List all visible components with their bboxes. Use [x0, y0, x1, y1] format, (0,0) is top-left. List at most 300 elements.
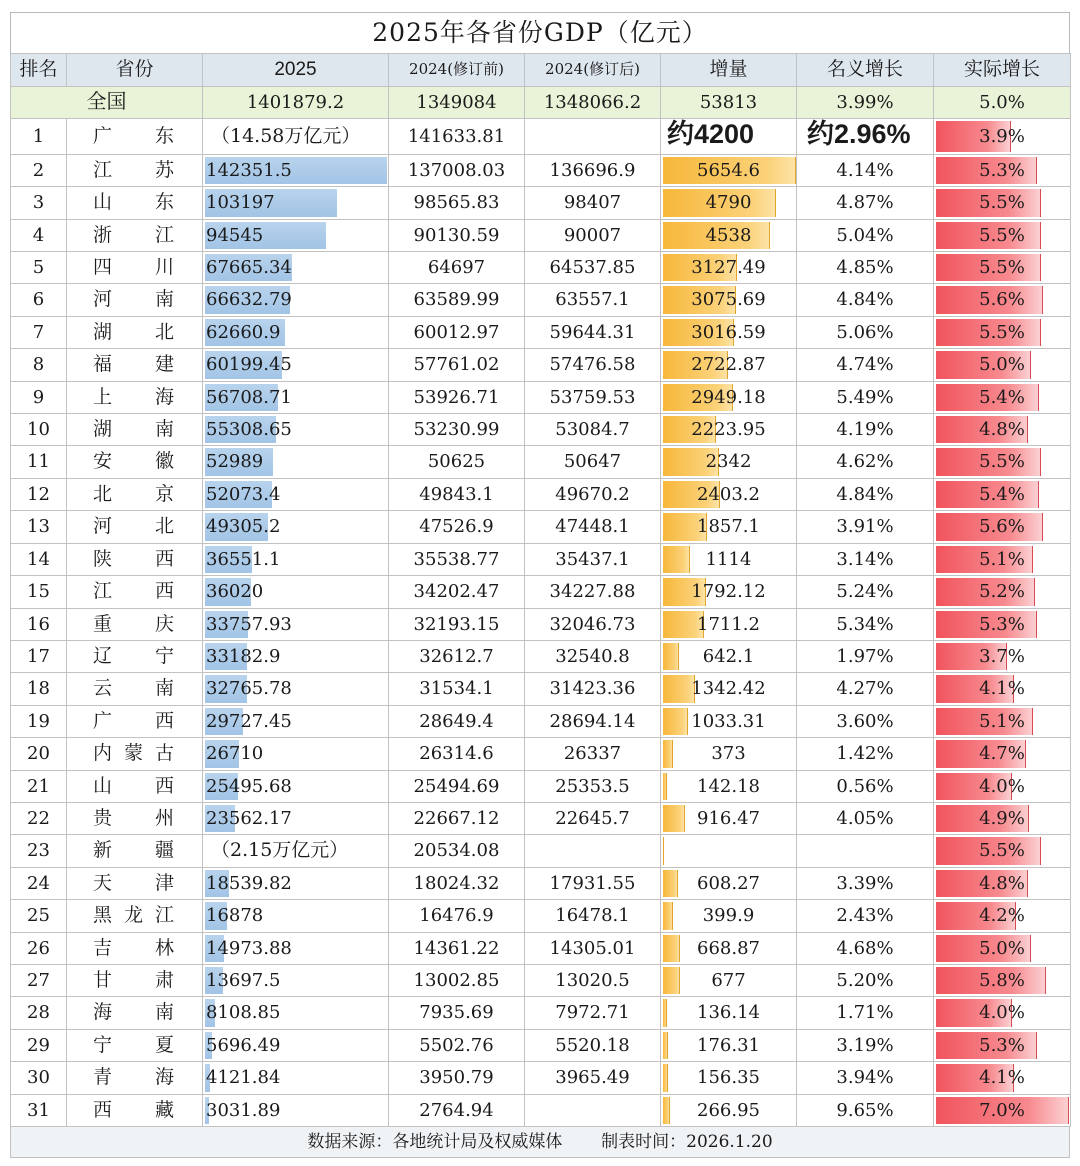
real-growth-value: 5.1%: [979, 710, 1025, 732]
province-name: 甘肃: [93, 969, 174, 991]
table-row: [11, 997, 1071, 1029]
after-cell: 63557.1: [525, 284, 661, 316]
real-growth-value: 5.0%: [979, 937, 1025, 959]
rank-cell: 18: [11, 673, 67, 705]
before-cell: 141633.81: [389, 119, 525, 154]
before-cell: 28649.4: [389, 705, 525, 737]
gdp2025-cell: [203, 673, 389, 705]
real-growth-value: 5.6%: [979, 516, 1025, 538]
province-cell: [67, 640, 203, 672]
header-nominal-growth: 名义增长: [797, 54, 934, 87]
gdp2025-value: 36551.1: [206, 548, 281, 570]
increment-cell: [661, 252, 797, 284]
rank-cell: 17: [11, 640, 67, 672]
nominal-cell: 3.19%: [797, 1029, 934, 1061]
increment-value: 142.18: [697, 775, 760, 797]
real-growth-cell: [934, 252, 1071, 284]
real-growth-cell: [934, 349, 1071, 381]
before-cell: 57761.02: [389, 349, 525, 381]
province-cell: [67, 1094, 203, 1126]
total-row: [11, 87, 1071, 119]
total-gdp2025: 1401879.2: [203, 87, 389, 119]
before-cell: 47526.9: [389, 511, 525, 543]
gdp2025-cell: [203, 608, 389, 640]
gdp2025-cell: [203, 349, 389, 381]
province-name: 江苏: [93, 159, 174, 181]
gdp2025-cell: [203, 154, 389, 186]
table-row: [11, 284, 1071, 316]
rank-cell: 11: [11, 446, 67, 478]
real-growth-cell: [934, 543, 1071, 575]
real-growth-cell: [934, 414, 1071, 446]
after-cell: 17931.55: [525, 867, 661, 899]
increment-cell: [661, 738, 797, 770]
increment-cell: [661, 1094, 797, 1126]
gdp2025-cell: [203, 997, 389, 1029]
province-cell: [67, 576, 203, 608]
real-growth-cell: [934, 446, 1071, 478]
after-cell: 90007: [525, 219, 661, 251]
province-name: 吉林: [93, 937, 174, 959]
before-cell: 26314.6: [389, 738, 525, 770]
total-nominal: 3.99%: [797, 87, 934, 119]
gdp-sheet: [10, 12, 1070, 1158]
gdp2025-cell: [203, 187, 389, 219]
nominal-cell: 9.65%: [797, 1094, 934, 1126]
increment-value: 176.31: [697, 1034, 760, 1056]
header-real-growth: 实际增长: [934, 54, 1071, 87]
real-growth-value: 3.7%: [979, 645, 1025, 667]
after-cell: 26337: [525, 738, 661, 770]
real-growth-value: 4.2%: [979, 905, 1025, 927]
increment-cell: [661, 576, 797, 608]
gdp2025-cell: [203, 119, 389, 154]
increment-value: 1033.31: [691, 710, 766, 732]
rank-cell: 15: [11, 576, 67, 608]
province-name: 黑龙江: [93, 905, 174, 927]
gdp2025-cell: [203, 414, 389, 446]
after-cell: 53084.7: [525, 414, 661, 446]
increment-value: 1114: [705, 548, 752, 570]
real-growth-cell: [934, 284, 1071, 316]
before-cell: 137008.03: [389, 154, 525, 186]
province-name: 重庆: [93, 613, 174, 635]
real-growth-cell: [934, 219, 1071, 251]
province-name: 山西: [93, 775, 174, 797]
real-growth-cell: [934, 1094, 1071, 1126]
increment-bar: [663, 935, 680, 962]
increment-value: 2722.87: [691, 354, 766, 376]
before-cell: 32193.15: [389, 608, 525, 640]
gdp2025-cell: [203, 964, 389, 996]
gdp2025-value: 67665.34: [206, 257, 292, 279]
province-cell: [67, 1029, 203, 1061]
increment-value: 1857.1: [697, 516, 760, 538]
increment-cell: [661, 414, 797, 446]
province-name: 安徽: [93, 451, 174, 473]
rank-cell: 26: [11, 932, 67, 964]
before-cell: 53230.99: [389, 414, 525, 446]
nominal-cell: 4.62%: [797, 446, 934, 478]
rank-cell: 30: [11, 1062, 67, 1094]
table-row: [11, 543, 1071, 575]
gdp2025-value: 55308.65: [206, 419, 292, 441]
before-cell: 60012.97: [389, 316, 525, 348]
real-growth-cell: [934, 187, 1071, 219]
province-name: 贵州: [93, 807, 174, 829]
real-growth-cell: [934, 802, 1071, 834]
increment-cell: [661, 640, 797, 672]
increment-value: 3127.49: [691, 257, 766, 279]
increment-value: 373: [711, 743, 746, 765]
increment-cell: [661, 964, 797, 996]
real-growth-value: 4.1%: [979, 678, 1025, 700]
after-cell: 5520.18: [525, 1029, 661, 1061]
province-name: 广东: [93, 125, 174, 147]
province-cell: [67, 316, 203, 348]
gdp2025-value: 13697.5: [206, 969, 281, 991]
gdp2025-cell: [203, 640, 389, 672]
table-row: [11, 964, 1071, 996]
gdp2025-value: 29727.45: [206, 710, 292, 732]
increment-value: 266.95: [697, 1099, 760, 1121]
increment-bar: [663, 1032, 668, 1059]
after-cell: 7972.71: [525, 997, 661, 1029]
table-row: [11, 835, 1071, 867]
gdp2025-value: 52073.4: [206, 483, 281, 505]
increment-value: 5654.6: [697, 159, 760, 181]
gdp2025-value: 52989: [206, 451, 264, 473]
nominal-cell: 2.43%: [797, 900, 934, 932]
province-name: 上海: [93, 386, 174, 408]
header-row: [11, 54, 1071, 87]
increment-value: 916.47: [697, 807, 760, 829]
province-cell: [67, 381, 203, 413]
real-growth-value: 3.9%: [979, 125, 1025, 147]
increment-cell: [661, 478, 797, 510]
real-growth-cell: [934, 154, 1071, 186]
province-cell: [67, 414, 203, 446]
real-growth-cell: [934, 381, 1071, 413]
real-growth-cell: [934, 835, 1071, 867]
increment-bar: [663, 902, 673, 929]
total-2024-after: 1348066.2: [525, 87, 661, 119]
gdp2025-value: （2.15万亿元）: [211, 839, 349, 862]
increment-bar: [663, 773, 667, 800]
gdp2025-cell: [203, 1062, 389, 1094]
real-growth-value: 5.5%: [979, 840, 1025, 862]
province-cell: [67, 119, 203, 154]
real-growth-cell: [934, 867, 1071, 899]
province-name: 北京: [93, 483, 174, 505]
sheet-title: 2025年各省份GDP（亿元）: [10, 12, 1070, 53]
footer-source: 数据来源：各地统计局及权威媒体: [307, 1132, 563, 1152]
increment-value: 2403.2: [697, 483, 760, 505]
increment-cell: [661, 511, 797, 543]
rank-cell: 8: [11, 349, 67, 381]
gdp2025-cell: [203, 1094, 389, 1126]
province-cell: [67, 608, 203, 640]
real-growth-value: 4.1%: [979, 1067, 1025, 1089]
real-growth-value: 5.5%: [979, 321, 1025, 343]
increment-value: 668.87: [697, 937, 760, 959]
rank-cell: 13: [11, 511, 67, 543]
gdp2025-value: 49305.2: [206, 516, 281, 538]
before-cell: 2764.94: [389, 1094, 525, 1126]
table-row: [11, 608, 1071, 640]
after-cell: 50647: [525, 446, 661, 478]
footer-made-time: 制表时间：2026.1.20: [601, 1132, 773, 1152]
province-name: 陕西: [93, 548, 174, 570]
nominal-cell: [797, 119, 934, 154]
increment-cell: [661, 608, 797, 640]
rank-cell: 6: [11, 284, 67, 316]
province-name: 浙江: [93, 224, 174, 246]
increment-value: 约4200: [667, 119, 755, 150]
nominal-cell: 3.39%: [797, 867, 934, 899]
real-growth-value: 5.0%: [979, 354, 1025, 376]
nominal-cell: 5.04%: [797, 219, 934, 251]
real-growth-value: 5.4%: [979, 386, 1025, 408]
nominal-cell: 4.85%: [797, 252, 934, 284]
real-growth-cell: [934, 1029, 1071, 1061]
gdp2025-value: 32765.78: [206, 678, 292, 700]
increment-value: 1342.42: [691, 678, 766, 700]
nominal-value: 约2.96%: [807, 119, 911, 150]
increment-cell: [661, 997, 797, 1029]
gdp2025-cell: [203, 835, 389, 867]
after-cell: 14305.01: [525, 932, 661, 964]
increment-value: 4538: [705, 224, 752, 246]
real-growth-cell: [934, 1062, 1071, 1094]
rank-cell: 4: [11, 219, 67, 251]
table-row: [11, 576, 1071, 608]
gdp2025-value: 60199.45: [206, 354, 292, 376]
increment-cell: [661, 1062, 797, 1094]
increment-cell: [661, 867, 797, 899]
before-cell: 35538.77: [389, 543, 525, 575]
province-name: 宁夏: [93, 1034, 174, 1056]
province-name: 山东: [93, 192, 174, 214]
increment-value: 1792.12: [691, 581, 766, 603]
rank-cell: 29: [11, 1029, 67, 1061]
increment-cell: [661, 900, 797, 932]
province-cell: [67, 1062, 203, 1094]
before-cell: 18024.32: [389, 867, 525, 899]
gdp2025-value: 56708.71: [206, 386, 292, 408]
table-row: [11, 1062, 1071, 1094]
gdp2025-cell: [203, 543, 389, 575]
province-name: 内蒙古: [93, 743, 174, 765]
real-growth-value: 5.3%: [979, 159, 1025, 181]
table-row: [11, 802, 1071, 834]
province-cell: [67, 964, 203, 996]
before-cell: 34202.47: [389, 576, 525, 608]
header-rank: 排名: [11, 54, 67, 87]
nominal-cell: 3.94%: [797, 1062, 934, 1094]
real-growth-cell: [934, 964, 1071, 996]
table-row: [11, 381, 1071, 413]
table-row: [11, 252, 1071, 284]
table-row: [11, 640, 1071, 672]
province-cell: [67, 349, 203, 381]
rank-cell: 28: [11, 997, 67, 1029]
increment-bar: [663, 643, 679, 670]
province-name: 天津: [93, 872, 174, 894]
after-cell: [525, 835, 661, 867]
nominal-cell: 4.87%: [797, 187, 934, 219]
after-cell: 35437.1: [525, 543, 661, 575]
gdp2025-value: 33757.93: [206, 613, 292, 635]
increment-cell: [661, 284, 797, 316]
province-cell: [67, 543, 203, 575]
after-cell: 32540.8: [525, 640, 661, 672]
gdp-table: [10, 53, 1071, 1127]
province-cell: [67, 932, 203, 964]
before-cell: 14361.22: [389, 932, 525, 964]
real-growth-value: 5.1%: [979, 548, 1025, 570]
table-row: [11, 446, 1071, 478]
before-cell: 63589.99: [389, 284, 525, 316]
rank-cell: 9: [11, 381, 67, 413]
real-growth-cell: [934, 608, 1071, 640]
increment-value: 608.27: [697, 872, 760, 894]
increment-cell: [661, 770, 797, 802]
gdp2025-value: 26710: [206, 743, 264, 765]
province-cell: [67, 284, 203, 316]
province-cell: [67, 511, 203, 543]
header-2024-after: 2024(修订后): [525, 54, 661, 87]
gdp2025-cell: [203, 252, 389, 284]
after-cell: 47448.1: [525, 511, 661, 543]
increment-value: 677: [711, 969, 746, 991]
increment-cell: [661, 835, 797, 867]
rank-cell: 12: [11, 478, 67, 510]
gdp2025-cell: [203, 705, 389, 737]
rank-cell: 25: [11, 900, 67, 932]
province-name: 福建: [93, 354, 174, 376]
after-cell: 136696.9: [525, 154, 661, 186]
real-growth-cell: [934, 119, 1071, 154]
header-increment: 增量: [661, 54, 797, 87]
rank-cell: 23: [11, 835, 67, 867]
real-growth-value: 4.0%: [979, 775, 1025, 797]
nominal-cell: 5.49%: [797, 381, 934, 413]
increment-cell: [661, 187, 797, 219]
province-cell: [67, 154, 203, 186]
header-2024-before: 2024(修订前): [389, 54, 525, 87]
gdp2025-value: 4121.84: [206, 1067, 281, 1089]
province-name: 广西: [93, 710, 174, 732]
increment-cell: [661, 349, 797, 381]
gdp2025-value: 25495.68: [206, 775, 292, 797]
increment-value: 1711.2: [697, 613, 760, 635]
province-cell: [67, 900, 203, 932]
nominal-cell: 3.14%: [797, 543, 934, 575]
real-growth-cell: [934, 997, 1071, 1029]
gdp2025-cell: [203, 1029, 389, 1061]
gdp2025-cell: [203, 770, 389, 802]
rank-cell: 3: [11, 187, 67, 219]
nominal-cell: 5.20%: [797, 964, 934, 996]
increment-bar: [663, 708, 688, 735]
after-cell: 16478.1: [525, 900, 661, 932]
real-growth-cell: [934, 900, 1071, 932]
after-cell: 25353.5: [525, 770, 661, 802]
province-cell: [67, 478, 203, 510]
nominal-cell: 5.06%: [797, 316, 934, 348]
increment-bar: [663, 805, 685, 832]
province-cell: [67, 187, 203, 219]
real-growth-value: 5.4%: [979, 483, 1025, 505]
footer: [10, 1127, 1070, 1158]
increment-bar: [663, 837, 664, 864]
increment-cell: [661, 316, 797, 348]
table-row: [11, 738, 1071, 770]
real-growth-value: 5.5%: [979, 192, 1025, 214]
table-row: [11, 705, 1071, 737]
before-cell: 49843.1: [389, 478, 525, 510]
real-growth-value: 5.6%: [979, 289, 1025, 311]
gdp2025-value: 14973.88: [206, 937, 292, 959]
increment-value: 642.1: [702, 645, 755, 667]
nominal-cell: [797, 835, 934, 867]
province-cell: [67, 770, 203, 802]
increment-bar: [663, 999, 667, 1026]
rank-cell: 5: [11, 252, 67, 284]
table-row: [11, 673, 1071, 705]
table-row: [11, 478, 1071, 510]
real-growth-value: 7.0%: [979, 1099, 1025, 1121]
nominal-cell: 4.74%: [797, 349, 934, 381]
increment-cell: [661, 543, 797, 575]
rank-cell: 31: [11, 1094, 67, 1126]
real-growth-value: 5.8%: [979, 969, 1025, 991]
after-cell: 49670.2: [525, 478, 661, 510]
header-province: 省份: [67, 54, 203, 87]
increment-cell: [661, 673, 797, 705]
gdp2025-cell: [203, 478, 389, 510]
increment-value: 3075.69: [691, 289, 766, 311]
before-cell: 3950.79: [389, 1062, 525, 1094]
gdp2025-value: 62660.9: [206, 321, 281, 343]
nominal-cell: 4.05%: [797, 802, 934, 834]
table-row: [11, 1094, 1071, 1126]
gdp2025-cell: [203, 316, 389, 348]
nominal-cell: 4.19%: [797, 414, 934, 446]
real-growth-cell: [934, 705, 1071, 737]
nominal-cell: 4.68%: [797, 932, 934, 964]
real-growth-cell: [934, 316, 1071, 348]
before-cell: 22667.12: [389, 802, 525, 834]
province-name: 新疆: [93, 840, 174, 862]
province-name: 西藏: [93, 1099, 174, 1121]
increment-value: 399.9: [702, 905, 755, 927]
real-growth-cell: [934, 511, 1071, 543]
province-name: 四川: [93, 257, 174, 279]
province-cell: [67, 252, 203, 284]
gdp2025-value: 103197: [206, 192, 275, 214]
rank-cell: 19: [11, 705, 67, 737]
gdp2025-cell: [203, 446, 389, 478]
real-growth-cell: [934, 478, 1071, 510]
after-cell: 28694.14: [525, 705, 661, 737]
gdp2025-cell: [203, 381, 389, 413]
before-cell: 53926.71: [389, 381, 525, 413]
gdp2025-cell: [203, 867, 389, 899]
rank-cell: 7: [11, 316, 67, 348]
province-name: 青海: [93, 1067, 174, 1089]
